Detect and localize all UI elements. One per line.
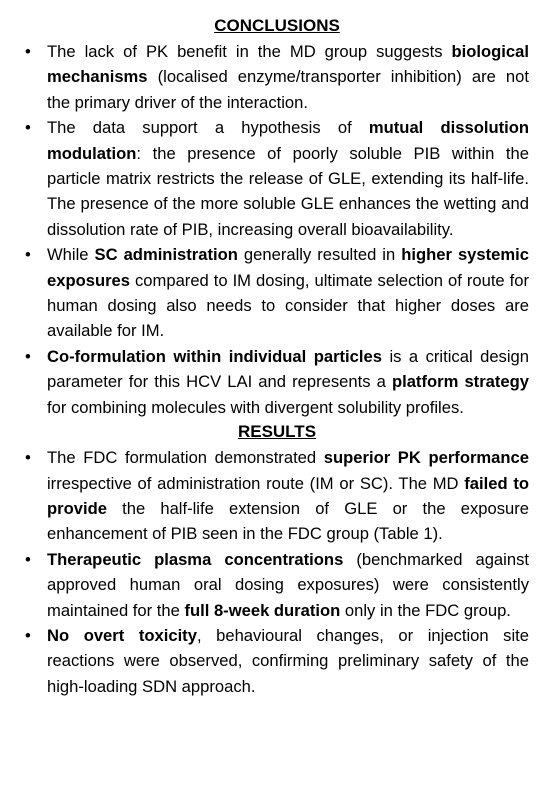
bold-phrase: biological mechanisms: [47, 42, 529, 87]
bold-phrase: SC administration: [94, 245, 238, 265]
text-run: only in the FDC group.: [340, 600, 511, 620]
conclusions-heading: CONCLUSIONS: [214, 16, 340, 35]
bold-phrase: mutual dissolution modulation: [47, 118, 529, 163]
conclusion-item: [25, 242, 529, 344]
bullet-glyph: •: [25, 118, 31, 138]
results-heading: RESULTS: [237, 422, 317, 442]
text-run: The lack of PK benefit in the MD group suggests: [47, 42, 452, 61]
text-run: the half-life extension of GLE or the exposure enhancement of PIB seen in the FDC group (Table 1).: [47, 498, 529, 544]
bullet-glyph: •: [25, 245, 31, 265]
bold-phrase: full 8-week duration: [184, 600, 341, 620]
result-item: [25, 547, 529, 623]
bold-phrase: No overt toxicity: [47, 625, 197, 645]
bullet-text: [47, 445, 529, 547]
text-run: compared to IM dosing, ultimate selection of route for human dosing also needs to consider that higher doses are available for IM.: [47, 270, 529, 341]
text-run: The FDC formulation demonstrated: [47, 448, 324, 468]
bold-phrase: failed to provide: [47, 473, 529, 518]
results-list: [25, 445, 529, 699]
result-item: [25, 623, 529, 699]
text-run: (benchmarked against approved human oral dosing exposures) were consistently maintained for the: [47, 549, 529, 620]
bullet-glyph: •: [25, 549, 31, 569]
conclusion-item: [25, 39, 529, 115]
bullet-glyph: •: [25, 625, 31, 645]
bullet-glyph: •: [25, 448, 31, 468]
bold-phrase: Therapeutic plasma concentrations: [47, 549, 344, 569]
text-run: The data support a hypothesis of: [47, 118, 369, 138]
bullet-text: [47, 39, 529, 115]
bullet-glyph: •: [25, 346, 31, 366]
bullet-text: [47, 115, 529, 242]
bold-phrase: higher systemic exposures: [47, 245, 529, 290]
bold-phrase: superior PK performance: [323, 448, 529, 468]
conclusion-item: [25, 344, 529, 420]
text-run: While: [47, 245, 95, 265]
text-run: for combining molecules with divergent solubility profiles.: [47, 397, 464, 417]
conclusions-list: [25, 39, 529, 420]
conclusion-item: [25, 115, 529, 242]
bullet-glyph: •: [25, 42, 31, 61]
bold-phrase: Co-formulation within individual particles: [47, 346, 382, 366]
text-run: generally resulted in: [237, 245, 402, 265]
bullet-text: [47, 547, 529, 623]
bullet-text: [47, 242, 529, 344]
result-item: [25, 445, 529, 547]
text-run: : the presence of poorly soluble PIB within the particle matrix restricts the release of GLE, extending its half-life. The presence of the more soluble GLE enhances the wetting and dissolution rate of PIB, increasing overall bioavailability.: [47, 143, 529, 239]
bullet-text: [47, 344, 529, 420]
text-run: irrespective of administration route (IM or SC). The MD: [47, 473, 465, 493]
text-run: (localised enzyme/transporter inhibition) are not the primary driver of the interaction.: [47, 67, 529, 112]
bullet-text: [47, 623, 529, 699]
text-run: is a critical design parameter for this HCV LAI and represents a: [47, 346, 530, 392]
text-run: , behavioural changes, or injection site reactions were observed, confirming preliminary safety of the high-loading SDN approach.: [47, 625, 530, 696]
bold-phrase: platform strategy: [391, 372, 529, 392]
